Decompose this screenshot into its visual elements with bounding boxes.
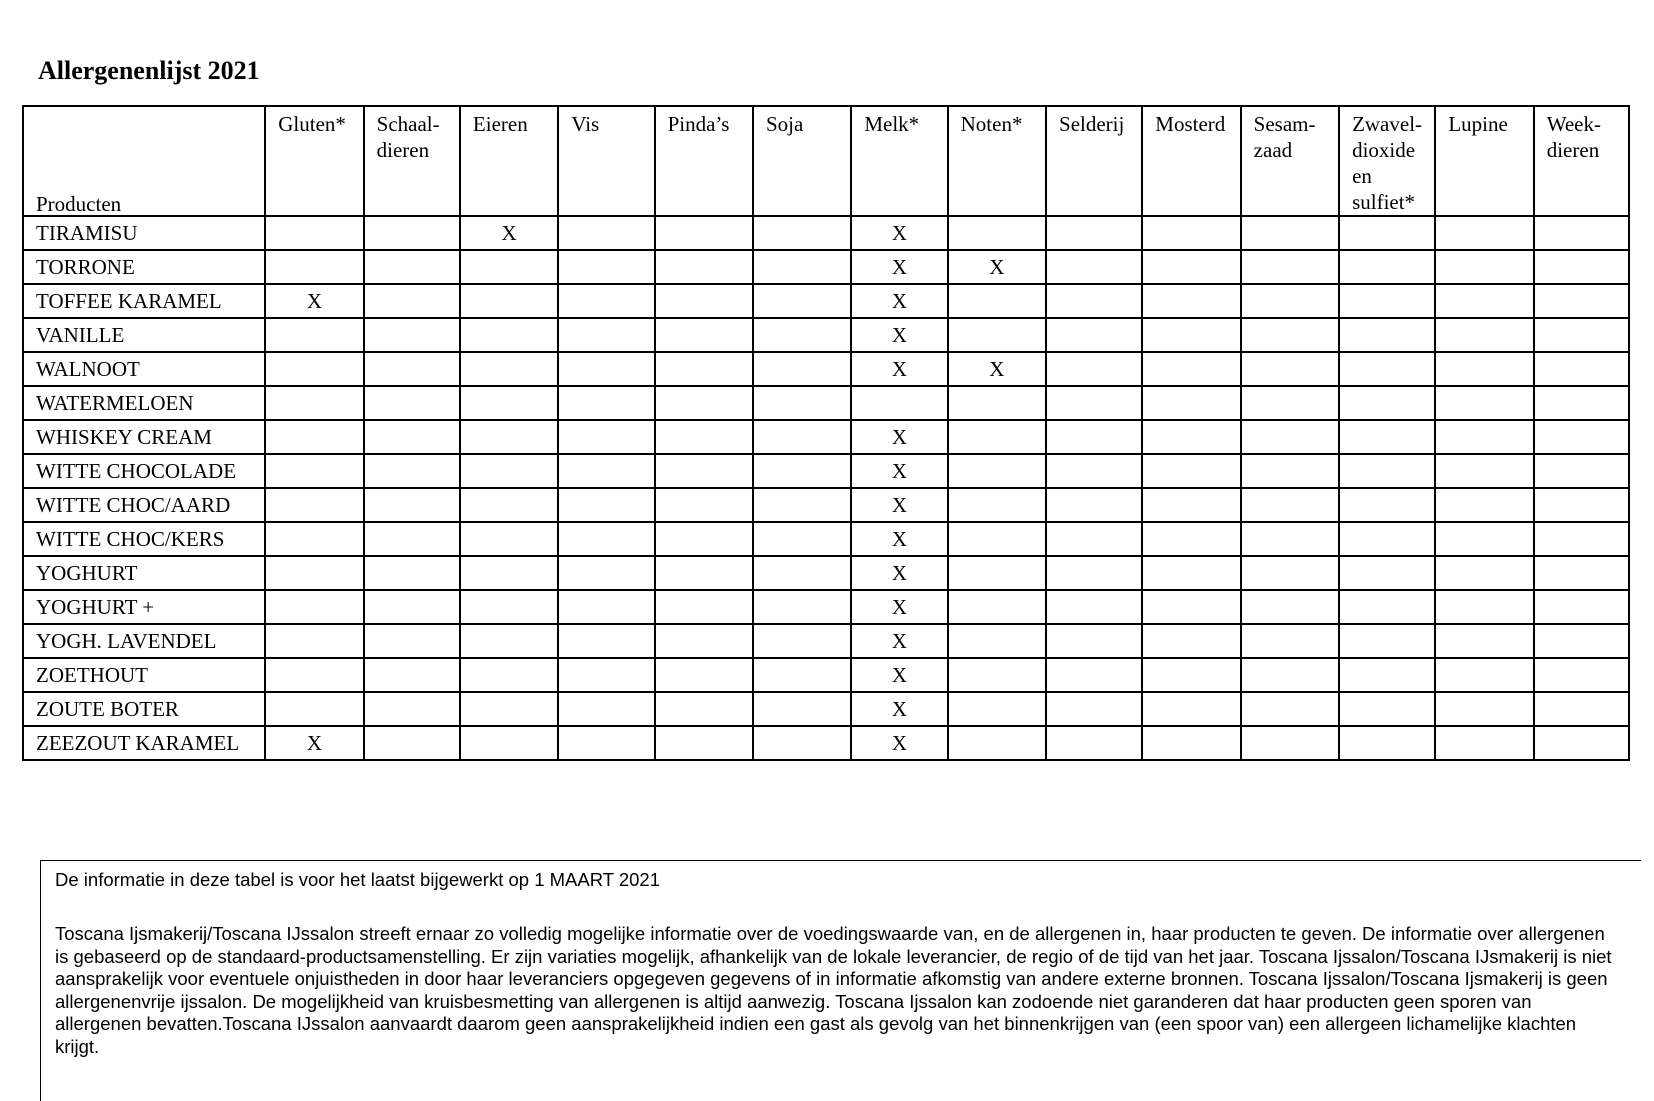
empty-cell xyxy=(948,692,1046,726)
empty-cell xyxy=(1435,318,1533,352)
empty-cell xyxy=(460,556,558,590)
column-header: Pinda’s xyxy=(655,106,753,216)
empty-cell xyxy=(1435,556,1533,590)
empty-cell xyxy=(364,488,460,522)
empty-cell xyxy=(1241,692,1339,726)
empty-cell xyxy=(1339,556,1435,590)
column-header: Vis xyxy=(558,106,654,216)
empty-cell xyxy=(1142,624,1240,658)
empty-cell xyxy=(1534,216,1629,250)
empty-cell xyxy=(948,522,1046,556)
empty-cell xyxy=(364,318,460,352)
empty-cell xyxy=(948,624,1046,658)
empty-cell xyxy=(1046,488,1142,522)
empty-cell xyxy=(1142,250,1240,284)
empty-cell xyxy=(655,624,753,658)
empty-cell xyxy=(1142,522,1240,556)
empty-cell xyxy=(948,420,1046,454)
empty-cell xyxy=(1339,726,1435,760)
empty-cell xyxy=(1339,420,1435,454)
empty-cell xyxy=(265,522,363,556)
allergen-mark: X xyxy=(851,250,947,284)
empty-cell xyxy=(558,284,654,318)
empty-cell xyxy=(1339,658,1435,692)
empty-cell xyxy=(1339,488,1435,522)
table-row xyxy=(23,250,1629,284)
empty-cell xyxy=(1142,318,1240,352)
empty-cell xyxy=(558,454,654,488)
product-name: WALNOOT xyxy=(23,352,265,386)
empty-cell xyxy=(948,318,1046,352)
empty-cell xyxy=(1142,352,1240,386)
empty-cell xyxy=(265,216,363,250)
empty-cell xyxy=(1046,352,1142,386)
empty-cell xyxy=(1339,352,1435,386)
empty-cell xyxy=(1142,726,1240,760)
product-name: WHISKEY CREAM xyxy=(23,420,265,454)
empty-cell xyxy=(948,454,1046,488)
empty-cell xyxy=(460,726,558,760)
empty-cell xyxy=(753,522,851,556)
empty-cell xyxy=(1241,726,1339,760)
empty-cell xyxy=(1142,420,1240,454)
column-header: Schaal- dieren xyxy=(364,106,460,216)
empty-cell xyxy=(265,658,363,692)
empty-cell xyxy=(364,726,460,760)
header-row xyxy=(23,106,1629,216)
empty-cell xyxy=(1435,216,1533,250)
empty-cell xyxy=(1435,658,1533,692)
empty-cell xyxy=(1241,284,1339,318)
empty-cell xyxy=(265,624,363,658)
empty-cell xyxy=(1534,454,1629,488)
empty-cell xyxy=(460,420,558,454)
empty-cell xyxy=(948,488,1046,522)
empty-cell xyxy=(1142,386,1240,420)
empty-cell xyxy=(558,420,654,454)
empty-cell xyxy=(1339,624,1435,658)
empty-cell xyxy=(364,420,460,454)
empty-cell xyxy=(1046,522,1142,556)
column-header: Sesam- zaad xyxy=(1241,106,1339,216)
table-row xyxy=(23,420,1629,454)
empty-cell xyxy=(1435,522,1533,556)
empty-cell xyxy=(460,352,558,386)
empty-cell xyxy=(1339,692,1435,726)
empty-cell xyxy=(558,624,654,658)
product-name: VANILLE xyxy=(23,318,265,352)
empty-cell xyxy=(1046,692,1142,726)
empty-cell xyxy=(265,420,363,454)
product-name: WATERMELOEN xyxy=(23,386,265,420)
empty-cell xyxy=(1339,454,1435,488)
empty-cell xyxy=(753,420,851,454)
disclaimer-text: Toscana Ijsmakerij/Toscana IJssalon streeft ernaar zo volledig mogelijke informatie over de voedingswaarde van, en de allergenen in, haar producten te geven. De informatie over allergenen is gebaseerd op de standaard-productsamenstelling. Er zijn variaties mogelijk, afhankelijk van de lokale leverancier, de regio of de tijd van het jaar. Toscana Ijssalon/Toscana IJsmakerij is niet aansprakelijk voor eventuele onjuistheden in door haar leveranciers opgegeven gegevens of in informatie afkomstig van andere externe bronnen. Toscana Ijssalon/Toscana Ijsmakerij is geen allergenenvrije ijssalon. De mogelijkheid van kruisbesmetting van allergenen is altijd aanwezig. Toscana Ijssalon kan zodoende niet garanderen dat haar producten geen sporen van allergenen bevatten.Toscana IJssalon aanvaardt daarom geen aansprakelijkheid indien een gast als gevolg van het binnenkrijgen van (een spoor van) een allergeen lichamelijke klachten krijgt. xyxy=(55,923,1612,1057)
empty-cell xyxy=(1435,488,1533,522)
allergen-mark: X xyxy=(851,556,947,590)
empty-cell xyxy=(1241,454,1339,488)
table-row xyxy=(23,284,1629,318)
empty-cell xyxy=(364,590,460,624)
empty-cell xyxy=(1046,624,1142,658)
allergen-mark: X xyxy=(948,250,1046,284)
empty-cell xyxy=(1142,556,1240,590)
empty-cell xyxy=(753,624,851,658)
empty-cell xyxy=(753,216,851,250)
allergen-mark: X xyxy=(851,352,947,386)
empty-cell xyxy=(1241,386,1339,420)
column-header: Lupine xyxy=(1435,106,1533,216)
empty-cell xyxy=(753,250,851,284)
empty-cell xyxy=(1142,488,1240,522)
empty-cell xyxy=(1435,250,1533,284)
empty-cell xyxy=(1339,250,1435,284)
empty-cell xyxy=(364,250,460,284)
empty-cell xyxy=(265,692,363,726)
empty-cell xyxy=(1435,420,1533,454)
empty-cell xyxy=(460,284,558,318)
column-header: Noten* xyxy=(948,106,1046,216)
empty-cell xyxy=(753,454,851,488)
empty-cell xyxy=(1435,624,1533,658)
empty-cell xyxy=(460,454,558,488)
empty-cell xyxy=(753,590,851,624)
empty-cell xyxy=(1435,454,1533,488)
empty-cell xyxy=(851,386,947,420)
empty-cell xyxy=(1339,318,1435,352)
empty-cell xyxy=(655,284,753,318)
empty-cell xyxy=(558,318,654,352)
allergen-mark: X xyxy=(948,352,1046,386)
allergen-mark: X xyxy=(851,318,947,352)
allergen-mark: X xyxy=(460,216,558,250)
empty-cell xyxy=(265,556,363,590)
allergen-mark: X xyxy=(265,284,363,318)
allergen-mark: X xyxy=(851,420,947,454)
table-row xyxy=(23,352,1629,386)
product-name: TORRONE xyxy=(23,250,265,284)
empty-cell xyxy=(655,216,753,250)
empty-cell xyxy=(558,386,654,420)
empty-cell xyxy=(1534,488,1629,522)
product-name: WITTE CHOC/AARD xyxy=(23,488,265,522)
empty-cell xyxy=(655,556,753,590)
product-name: YOGHURT xyxy=(23,556,265,590)
empty-cell xyxy=(1534,658,1629,692)
allergen-mark: X xyxy=(265,726,363,760)
empty-cell xyxy=(1435,352,1533,386)
empty-cell xyxy=(364,522,460,556)
empty-cell xyxy=(558,250,654,284)
empty-cell xyxy=(460,522,558,556)
empty-cell xyxy=(1046,556,1142,590)
column-header: Melk* xyxy=(851,106,947,216)
empty-cell xyxy=(1339,590,1435,624)
empty-cell xyxy=(655,658,753,692)
empty-cell xyxy=(1241,250,1339,284)
empty-cell xyxy=(558,522,654,556)
empty-cell xyxy=(655,318,753,352)
empty-cell xyxy=(1339,386,1435,420)
empty-cell xyxy=(655,352,753,386)
empty-cell xyxy=(460,250,558,284)
empty-cell xyxy=(1241,522,1339,556)
allergen-mark: X xyxy=(851,692,947,726)
empty-cell xyxy=(1241,590,1339,624)
empty-cell xyxy=(948,284,1046,318)
table-row xyxy=(23,692,1629,726)
product-name: YOGH. LAVENDEL xyxy=(23,624,265,658)
empty-cell xyxy=(948,216,1046,250)
empty-cell xyxy=(1339,216,1435,250)
empty-cell xyxy=(1142,284,1240,318)
empty-cell xyxy=(1142,658,1240,692)
table-row xyxy=(23,454,1629,488)
column-header-products: Producten xyxy=(23,106,265,216)
table-row xyxy=(23,216,1629,250)
empty-cell xyxy=(655,522,753,556)
empty-cell xyxy=(558,216,654,250)
table-row xyxy=(23,556,1629,590)
table-row xyxy=(23,318,1629,352)
empty-cell xyxy=(948,386,1046,420)
empty-cell xyxy=(1142,216,1240,250)
empty-cell xyxy=(753,386,851,420)
empty-cell xyxy=(1534,624,1629,658)
table-row xyxy=(23,658,1629,692)
empty-cell xyxy=(1534,284,1629,318)
info-box xyxy=(40,860,1641,1101)
empty-cell xyxy=(1534,726,1629,760)
empty-cell xyxy=(753,726,851,760)
empty-cell xyxy=(364,352,460,386)
empty-cell xyxy=(1241,556,1339,590)
empty-cell xyxy=(1534,386,1629,420)
empty-cell xyxy=(265,590,363,624)
empty-cell xyxy=(1534,420,1629,454)
empty-cell xyxy=(655,420,753,454)
empty-cell xyxy=(655,250,753,284)
allergen-mark: X xyxy=(851,624,947,658)
empty-cell xyxy=(948,590,1046,624)
empty-cell xyxy=(655,454,753,488)
empty-cell xyxy=(1534,590,1629,624)
empty-cell xyxy=(558,352,654,386)
empty-cell xyxy=(460,590,558,624)
empty-cell xyxy=(1241,658,1339,692)
product-name: TIRAMISU xyxy=(23,216,265,250)
empty-cell xyxy=(460,488,558,522)
empty-cell xyxy=(1241,488,1339,522)
product-name: ZEEZOUT KARAMEL xyxy=(23,726,265,760)
empty-cell xyxy=(1435,386,1533,420)
empty-cell xyxy=(558,658,654,692)
empty-cell xyxy=(364,386,460,420)
empty-cell xyxy=(1435,284,1533,318)
empty-cell xyxy=(1046,386,1142,420)
empty-cell xyxy=(364,556,460,590)
empty-cell xyxy=(460,692,558,726)
table-row xyxy=(23,386,1629,420)
empty-cell xyxy=(460,318,558,352)
empty-cell xyxy=(948,556,1046,590)
empty-cell xyxy=(1534,692,1629,726)
empty-cell xyxy=(364,624,460,658)
empty-cell xyxy=(753,556,851,590)
allergen-mark: X xyxy=(851,658,947,692)
empty-cell xyxy=(364,454,460,488)
column-header: Mosterd xyxy=(1142,106,1240,216)
empty-cell xyxy=(753,284,851,318)
empty-cell xyxy=(948,658,1046,692)
empty-cell xyxy=(1046,420,1142,454)
allergen-mark: X xyxy=(851,522,947,556)
empty-cell xyxy=(1241,624,1339,658)
empty-cell xyxy=(1046,284,1142,318)
empty-cell xyxy=(265,250,363,284)
column-header: Week- dieren xyxy=(1534,106,1629,216)
empty-cell xyxy=(753,488,851,522)
empty-cell xyxy=(1241,318,1339,352)
empty-cell xyxy=(1046,726,1142,760)
allergen-mark: X xyxy=(851,590,947,624)
empty-cell xyxy=(1339,522,1435,556)
empty-cell xyxy=(1046,216,1142,250)
empty-cell xyxy=(753,658,851,692)
empty-cell xyxy=(1142,590,1240,624)
empty-cell xyxy=(364,692,460,726)
empty-cell xyxy=(265,386,363,420)
product-name: ZOUTE BOTER xyxy=(23,692,265,726)
product-name: WITTE CHOC/KERS xyxy=(23,522,265,556)
empty-cell xyxy=(1241,420,1339,454)
empty-cell xyxy=(655,590,753,624)
product-name: YOGHURT + xyxy=(23,590,265,624)
empty-cell xyxy=(753,318,851,352)
empty-cell xyxy=(753,352,851,386)
allergen-mark: X xyxy=(851,488,947,522)
allergen-table xyxy=(22,105,1630,761)
empty-cell xyxy=(1241,216,1339,250)
empty-cell xyxy=(364,216,460,250)
table-row xyxy=(23,624,1629,658)
allergen-mark: X xyxy=(851,726,947,760)
empty-cell xyxy=(948,726,1046,760)
empty-cell xyxy=(265,318,363,352)
empty-cell xyxy=(1435,726,1533,760)
empty-cell xyxy=(1046,658,1142,692)
table-row xyxy=(23,488,1629,522)
empty-cell xyxy=(1435,692,1533,726)
empty-cell xyxy=(364,658,460,692)
empty-cell xyxy=(1046,250,1142,284)
empty-cell xyxy=(460,658,558,692)
empty-cell xyxy=(1534,522,1629,556)
allergen-mark: X xyxy=(851,216,947,250)
column-header: Soja xyxy=(753,106,851,216)
empty-cell xyxy=(1534,250,1629,284)
empty-cell xyxy=(1142,454,1240,488)
empty-cell xyxy=(265,454,363,488)
document-title: Allergenenlijst 2021 xyxy=(38,56,260,85)
empty-cell xyxy=(1534,352,1629,386)
table-body xyxy=(23,216,1629,760)
column-header: Gluten* xyxy=(265,106,363,216)
empty-cell xyxy=(655,488,753,522)
column-header: Eieren xyxy=(460,106,558,216)
table-row xyxy=(23,726,1629,760)
empty-cell xyxy=(1435,590,1533,624)
empty-cell xyxy=(265,352,363,386)
column-header: Selderij xyxy=(1046,106,1142,216)
empty-cell xyxy=(364,284,460,318)
empty-cell xyxy=(558,590,654,624)
column-header: Zwavel- dioxide en sulfiet* xyxy=(1339,106,1435,216)
allergen-mark: X xyxy=(851,454,947,488)
table-row xyxy=(23,522,1629,556)
empty-cell xyxy=(1339,284,1435,318)
empty-cell xyxy=(1534,318,1629,352)
empty-cell xyxy=(460,386,558,420)
product-name: WITTE CHOCOLADE xyxy=(23,454,265,488)
empty-cell xyxy=(265,488,363,522)
empty-cell xyxy=(1534,556,1629,590)
product-name: TOFFEE KARAMEL xyxy=(23,284,265,318)
empty-cell xyxy=(753,692,851,726)
empty-cell xyxy=(1142,692,1240,726)
empty-cell xyxy=(1046,318,1142,352)
empty-cell xyxy=(1046,454,1142,488)
empty-cell xyxy=(1046,590,1142,624)
empty-cell xyxy=(558,488,654,522)
product-name: ZOETHOUT xyxy=(23,658,265,692)
empty-cell xyxy=(655,726,753,760)
table-row xyxy=(23,590,1629,624)
empty-cell xyxy=(558,726,654,760)
empty-cell xyxy=(558,556,654,590)
empty-cell xyxy=(655,386,753,420)
empty-cell xyxy=(655,692,753,726)
empty-cell xyxy=(1241,352,1339,386)
allergen-mark: X xyxy=(851,284,947,318)
empty-cell xyxy=(460,624,558,658)
empty-cell xyxy=(558,692,654,726)
updated-notice: De informatie in deze tabel is voor het laatst bijgewerkt op 1 MAART 2021 xyxy=(55,869,660,890)
